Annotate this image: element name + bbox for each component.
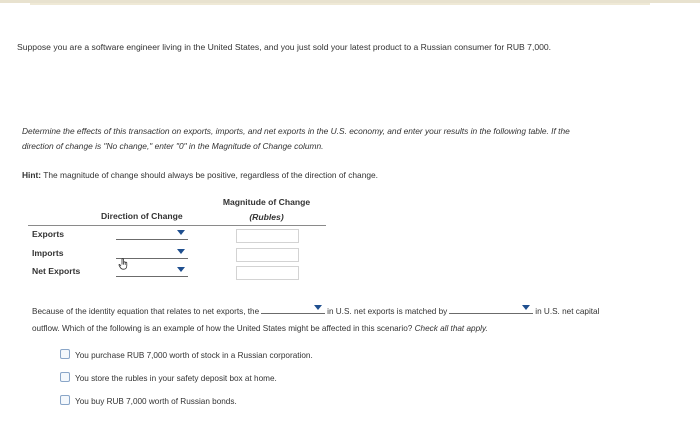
hint xyxy=(22,170,378,180)
checkbox[interactable] xyxy=(60,395,70,405)
imports-magnitude-input[interactable] xyxy=(236,248,299,262)
row-label-exports: Exports xyxy=(32,229,64,239)
chevron-down-icon xyxy=(177,267,185,272)
option-store-rubles[interactable] xyxy=(60,372,277,383)
paragraph-line-1 xyxy=(32,303,692,320)
instructions xyxy=(22,124,692,154)
net-capital-paragraph xyxy=(32,303,692,337)
row-label-imports: Imports xyxy=(32,248,64,258)
checkbox[interactable] xyxy=(60,372,70,382)
chevron-down-icon xyxy=(177,249,185,254)
chevron-down-icon xyxy=(177,230,185,235)
hint-text: The magnitude of change should always be positive, regardless of the direction of change. xyxy=(41,170,378,180)
net-capital-outflow-change-dropdown[interactable] xyxy=(449,304,533,314)
instructions-line-1: Determine the effects of this transaction on exports, imports, and net exports in the U.S. economy, and enter your results in the following table. If the xyxy=(22,126,570,136)
option-purchase-stock[interactable] xyxy=(60,349,313,360)
option-buy-bonds[interactable] xyxy=(60,395,237,406)
paragraph-text-5: Check all that apply. xyxy=(412,324,488,333)
paragraph-text-3: in U.S. net capital xyxy=(535,307,600,316)
row-label-net-exports: Net Exports xyxy=(32,266,81,276)
paragraph-text-2: in U.S. net exports is matched by xyxy=(327,307,448,316)
chevron-down-icon xyxy=(314,305,322,310)
paragraph-text-4: outflow. Which of the following is an example of how the United States might be affected in this scenario? xyxy=(32,324,413,333)
column-header-magnitude xyxy=(208,195,325,225)
net-exports-change-dropdown[interactable] xyxy=(261,304,325,314)
paragraph-text-1: Because of the identity equation that relates to net exports, the xyxy=(32,307,260,316)
exports-magnitude-input[interactable] xyxy=(236,229,299,243)
instructions-line-2: direction of change is "No change," enter "0" in the Magnitude of Change column. xyxy=(22,141,324,151)
checkbox[interactable] xyxy=(60,349,70,359)
hint-label: Hint: xyxy=(22,170,42,180)
exports-direction-dropdown[interactable] xyxy=(116,229,188,240)
option-label: You store the rubles in your safety deposit box at home. xyxy=(75,374,277,383)
top-border-inner xyxy=(30,3,650,5)
question-prompt: Suppose you are a software engineer living in the United States, and you just sold your latest product to a Russian consumer for RUB 7,000. xyxy=(17,42,552,52)
option-label: You buy RUB 7,000 worth of Russian bonds. xyxy=(75,397,237,406)
hand-cursor-icon xyxy=(118,258,130,270)
column-header-direction: Direction of Change xyxy=(101,211,183,221)
option-label: You purchase RUB 7,000 worth of stock in a Russian corporation. xyxy=(75,351,313,360)
chevron-down-icon xyxy=(522,305,530,310)
table-header-rule xyxy=(28,225,326,226)
net-exports-magnitude-input[interactable] xyxy=(236,266,299,280)
column-header-magnitude-unit: (Rubles) xyxy=(249,212,284,222)
column-header-magnitude-title: Magnitude of Change xyxy=(222,197,311,207)
paragraph-line-2 xyxy=(32,320,692,337)
